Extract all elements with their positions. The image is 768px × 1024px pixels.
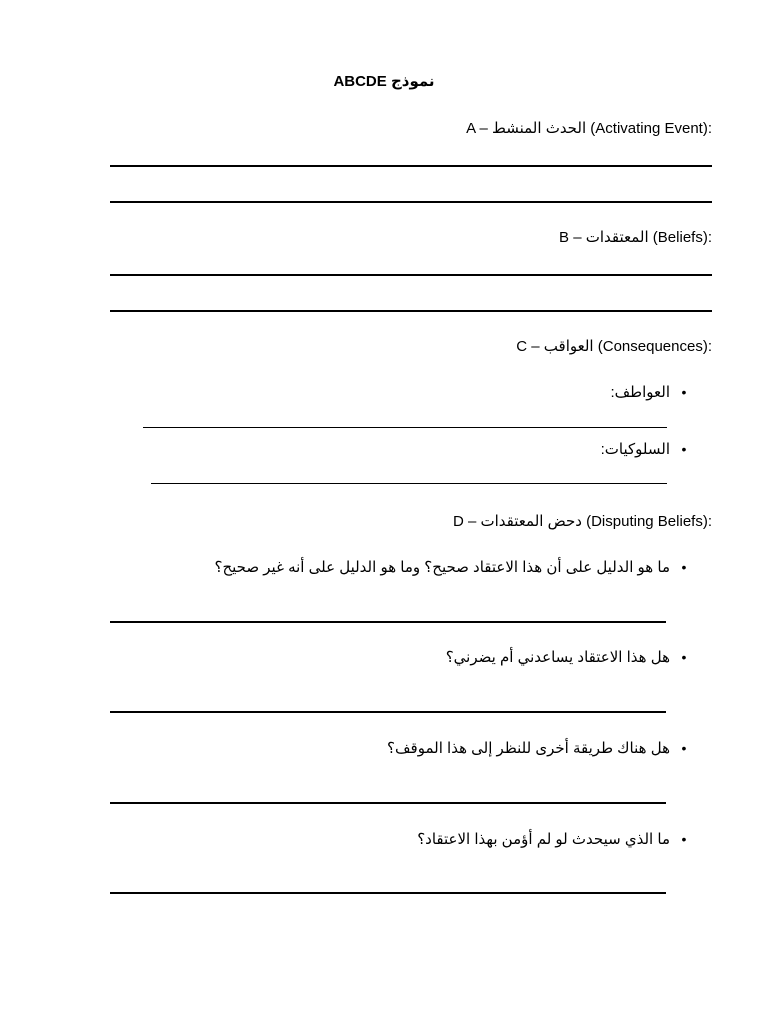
question-1-answer-line[interactable] bbox=[110, 621, 666, 623]
section-b-answer-line-2[interactable] bbox=[110, 310, 712, 312]
section-d-question-2 bbox=[446, 648, 698, 666]
emotions-answer-line[interactable] bbox=[143, 427, 667, 428]
bullet-icon: • bbox=[681, 559, 687, 575]
section-c-item-label: السلوكيات: bbox=[600, 441, 670, 458]
section-a-heading: A – الحدث المنشط (Activating Event): bbox=[466, 120, 712, 137]
section-a-answer-line-1[interactable] bbox=[110, 165, 712, 167]
section-c-item-label: العواطف: bbox=[610, 384, 670, 401]
bullet-icon: • bbox=[681, 441, 687, 457]
bullet-icon: • bbox=[681, 649, 687, 665]
question-text: ما الذي سيحدث لو لم أؤمن بهذا الاعتقاد؟ bbox=[417, 831, 670, 848]
section-d-question-1 bbox=[215, 558, 698, 576]
bullet-icon: • bbox=[681, 831, 687, 847]
question-3-answer-line[interactable] bbox=[110, 802, 666, 804]
question-text: هل هذا الاعتقاد يساعدني أم يضرني؟ bbox=[445, 649, 670, 666]
bullet-icon: • bbox=[681, 740, 687, 756]
section-c-item-emotions bbox=[610, 383, 698, 401]
page-title: نموذج ABCDE bbox=[333, 73, 435, 90]
question-2-answer-line[interactable] bbox=[110, 711, 666, 713]
question-4-answer-line[interactable] bbox=[110, 892, 666, 894]
section-a-answer-line-2[interactable] bbox=[110, 201, 712, 203]
section-c-item-behaviors bbox=[601, 440, 698, 458]
section-c-heading: C – العواقب (Consequences): bbox=[516, 338, 712, 355]
question-text: ما هو الدليل على أن هذا الاعتقاد صحيح؟ وما هو الدليل على أنه غير صحيح؟ bbox=[214, 559, 670, 576]
section-d-heading: D – دحض المعتقدات (Disputing Beliefs): bbox=[453, 513, 712, 530]
section-d-question-4 bbox=[417, 830, 698, 848]
behaviors-answer-line[interactable] bbox=[151, 483, 667, 484]
section-d-question-3 bbox=[387, 739, 698, 757]
section-b-heading: B – المعتقدات (Beliefs): bbox=[559, 229, 712, 246]
question-text: هل هناك طريقة أخرى للنظر إلى هذا الموقف؟ bbox=[387, 740, 670, 757]
section-b-answer-line-1[interactable] bbox=[110, 274, 712, 276]
bullet-icon: • bbox=[681, 384, 687, 400]
